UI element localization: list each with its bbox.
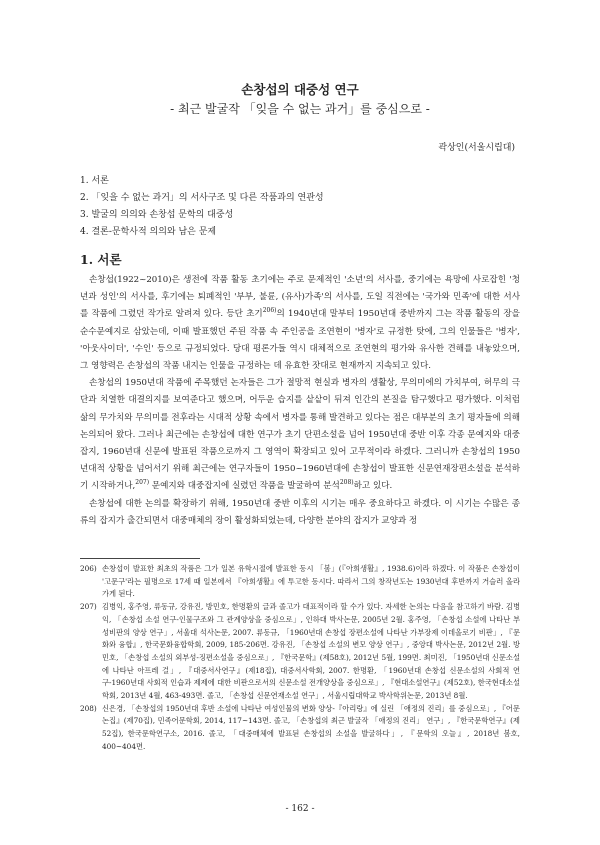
footnote [80,703,520,754]
paper-subtitle: - 최근 발굴작 「잊을 수 없는 과거」를 중심으로 - [170,102,430,116]
toc-item: 1. 서론 [80,176,109,186]
paper-title: 손창섭의 대중성 연구 [241,82,359,97]
paragraph-text: 하고 있다. [353,481,393,492]
paragraph-text: 손창섭(1922~2010)은 생전에 작품 활동 초기에는 주로 문제적인 '소년'의 서사를, 중기에는 욕망에 사로잡힌 '청년과 성인'의 서사를, 후기에는 퇴폐적인 '부부, 불륜, (유사)가족'의 서사를, 도일 직전에는 '국가와 민족'에 대한 서사를 작품에 그렸던 작가로 알려져 있다. 등단 초기 [80,275,520,320]
table-of-contents [80,173,324,241]
toc-item: 4. 결론-문학사적 의의와 남은 문제 [80,227,217,237]
footnote [80,563,520,601]
footnote-ref: 207) [135,479,150,487]
footnote-divider [80,558,200,559]
footnote [80,601,520,703]
footnote-text: 손창섭이 발표한 최초의 작품은 그가 일본 유학시절에 발표한 동시 「봄」(『아희생활』, 1938.6)이라 하겠다. 이 작품은 손창섭이 '고문구'라는 필명으로 17세 때 일본에서 『아희생활』에 투고한 동시다. 따라서 그의 창작년도는 1930년대 후반까지 거슬러 올라가게 된다. [102,564,520,599]
paragraph-text: 손창섭의 1950년대 작품에 주목했던 논자들은 그가 절망적 현실과 병자의 생활상, 무의미에의 가치부여, 허무의 극단과 치열한 대결의지를 보여준다고 했으며, 어두운 습지를 샅샅이 뒤져 인간의 본질을 탐구했다고 평가했다. 이처럼 삶의 무가치와 무의미를 전후라는 시대적 상황 속에서 병자를 통해 발견하고 있다는 점은 대부분의 초기 평자들에 의해 논의되어 왔다. 그러나 최근에는 손창섭에 대한 연구가 초기 단편소설을 넘어 1950년대 중반 이후 각종 문예지와 대중잡지, 1960년대 신문에 발표된 작품으로까지 그 영역이 확장되고 있어 고무적이라 하겠다. 그러니까 손창섭의 1950년대적 상황을 넘어서기 위해 최근에는 연구자들이 1950~1960년대에 손창섭이 발표한 신문연재장편소설을 분석하기 시작하거나, [80,378,520,492]
paragraph [80,496,520,530]
toc-item: 3. 발굴의 의의와 손창섭 문학의 대중성 [80,210,234,220]
section-heading: 1. 서론 [80,252,122,267]
paragraph-text: 의 1940년대 말부터 1950년대 중반까지 그는 작품 활동의 장을 순수문예지로 삼았는데, 이때 발표했던 주된 작품 속 주인공을 조연현이 '병자'로 규정한 탓에, 그의 인물들은 '병자', '아웃사이더', '수인' 등으로 규정되었다. 당대 평론가들 역시 대체적으로 조연현의 평가와 유사한 견해를 내놓았으며, 그 영향력은 손창섭의 작품 내지는 인물을 규정하는 데 유효한 잣대로 현재까지 지속되고 있다. [80,309,520,372]
paragraph-text: 손창섭에 대한 논의를 확장하기 위해, 1950년대 중반 이후의 시기는 매우 중요하다고 하겠다. 이 시기는 수많은 종류의 잡지가 출간되면서 대중매체의 장이 활성화되었는데, 다양한 분야의 잡지가 교양과 정 [80,498,520,526]
paragraph-text: 문예지와 대중잡지에 실렸던 작품을 발굴하여 분석 [149,481,340,492]
footnote-text: 김병익, 홍주영, 류동규, 강유진, 방민호, 한명환의 글과 졸고가 대표적이라 할 수가 있다. 자세한 논의는 다음을 참고하기 바람. 김병익, 「손창섭 소설 연구-인물구조와 그 관계양상을 중심으로」, 인하대 박사논문, 2005년 2월. 홍주영, 「손창섭 소설에 나타난 부성비판의 양상 연구」, 서울대 석사논문, 2007. 류동규, 「1960년대 손창섭 장편소설에 나타난 가부장제 이데올로기 비판」, 『문화와 융합』, 한국문화융합학회, 2009, 185-206면. 강유진, 「손창섭 소설의 변모 양상 연구」, 중앙대 박사논문, 2012년 2월. 방민호, 「손창섭 소설의 외부성-징편소설을 중심으로」, 『한국문학』(제58호), 2012년 5월, 199면. 최미진, 「1950년대 신문소설에 나타난 아프레 걸」, 『대중서사연구』(제18집), 대중서사학회, 2007. 한명환, 「1960년대 손창섭 신문소설의 사회적 연구-1960년대 사회적 인습과 제제에 대한 비판으로서의 신문소설 전개양상을 중심으로」, 『현대소설연구』(제52호), 한국현대소설학회, 2013년 4월, 463-493면. 졸고, 「손창섭 신문연재소설 연구」, 서울시립대학교 박사학위논문, 2013년 8월. [102,602,520,701]
body-text [80,272,520,530]
paragraph [80,375,520,495]
footnotes [80,563,520,754]
author-affiliation: 곽상인(서울시립대) [438,143,515,153]
footnote-ref: 208) [339,479,354,487]
footnote-number: 206) [80,564,97,573]
footnote-ref: 206) [262,307,277,315]
page-number: - 162 - [285,804,315,814]
toc-item: 2. 「잊을 수 없는 과거」의 서사구조 및 다른 작품과의 연관성 [80,193,324,203]
footnote-number: 208) [80,703,97,713]
paragraph [80,272,520,375]
footnote-number: 207) [80,602,97,612]
footnote-text: 신은경, 「손창섭의 1950년대 후반 소설에 나타난 여성인물의 변화 양상-『아리랑』에 실린 「애정의 진리」를 중심으로」, 『어문논집』(제70집), 민족어문학회, 2014, 117~143면. 졸고, 「손창섭의 최근 발굴작 「애정의 진리」 연구」, 『한국문학연구』(제52집), 한국문학연구소, 2016. 졸고, 「대중매체에 발표된 손창섭의 소설을 발굴하다」, 『문학의 오늘』, 2018년 봄호, 400~404면. [102,703,520,751]
